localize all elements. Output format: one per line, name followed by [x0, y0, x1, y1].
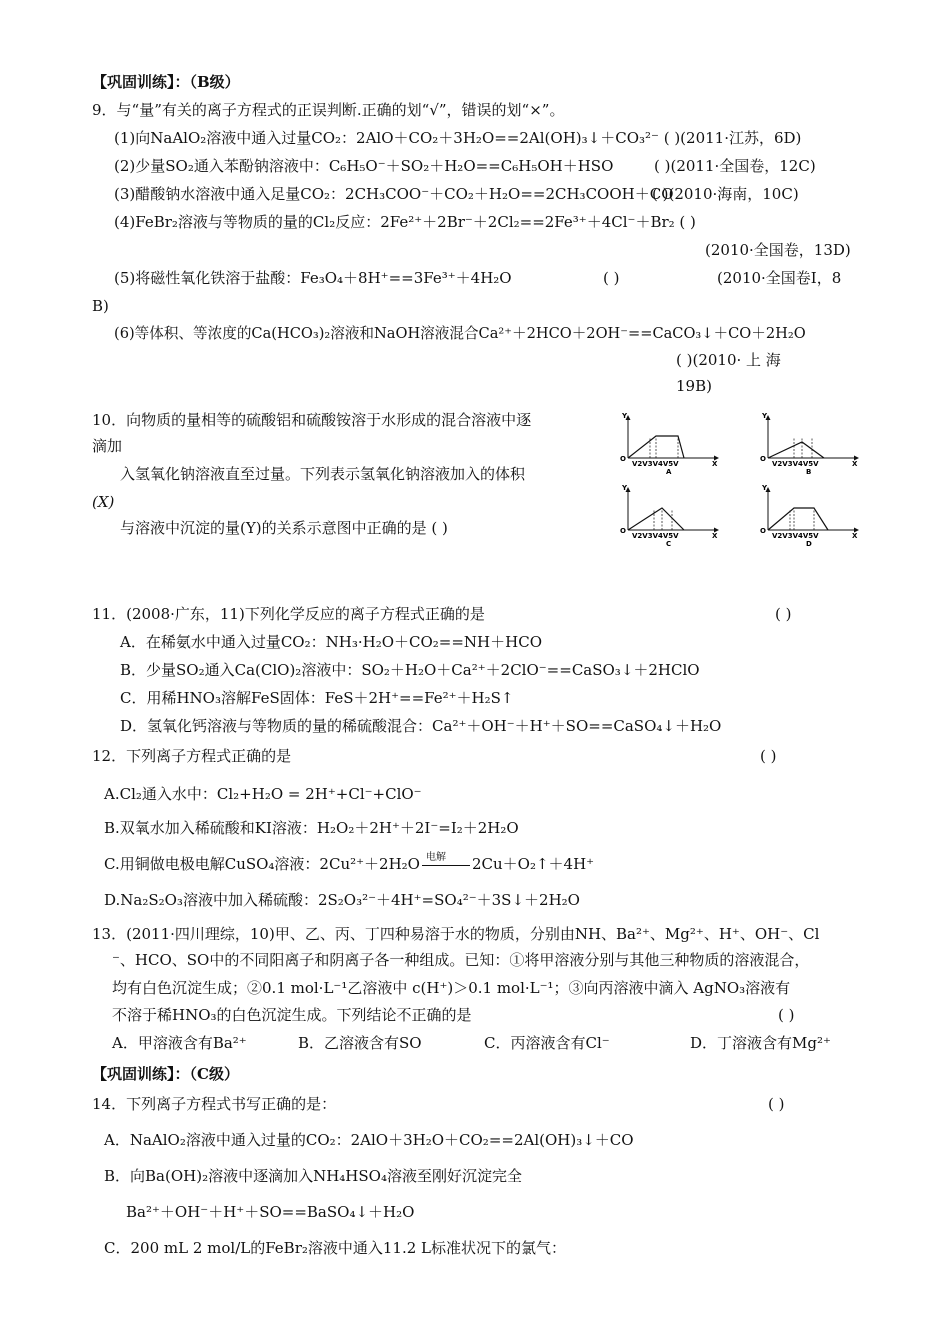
q13-answer-paren: ( ) [778, 1006, 795, 1024]
graph-a-x-label: X [712, 460, 718, 468]
q14-option-b-equation: Ba²⁺＋OH⁻＋H⁺＋SO==BaSO₄↓＋H₂O [126, 1203, 415, 1221]
q9-item-4-source: (2010·全国卷，13D) [705, 241, 851, 259]
q12-option-a: A.Cl₂通入水中：Cl₂+H₂O = 2H⁺+Cl⁻+ClO⁻ [104, 785, 422, 803]
q10-line-5: 与溶液中沉淀的量(Y)的关系示意图中正确的是 ( ) [120, 519, 448, 537]
q10-graph-options [616, 410, 916, 550]
graph-a-option-label: A [666, 468, 672, 476]
section-b-heading: 【巩固训练】：（B级） [92, 73, 240, 91]
q13-option-d: D．丁溶液含有Mg²⁺ [690, 1034, 831, 1052]
q11-option-c: C．用稀HNO₃溶解FeS固体：FeS＋2H⁺==Fe²⁺＋H₂S↑ [120, 689, 514, 707]
q9-item-6-source-cont: 19B) [676, 377, 712, 395]
q10-line-4: (X) [92, 493, 115, 511]
q11-option-b: B．少量SO₂通入Ca(ClO)₂溶液中：SO₂＋H₂O＋Ca²⁺＋2ClO⁻==CaSO₃↓＋2HClO [120, 661, 700, 679]
q13-option-b: B．乙溶液含有SO [298, 1034, 422, 1052]
q12-answer-paren: ( ) [760, 747, 777, 765]
graph-c-origin-label: O [620, 527, 626, 535]
graph-a-origin-label: O [620, 455, 626, 463]
q14-stem: 14．下列离子方程式书写正确的是： [92, 1095, 337, 1113]
q10-line-2: 滴加 [92, 437, 123, 455]
graph-d-origin-label: O [760, 527, 766, 535]
q9-item-4: (4)FeBr₂溶液与等物质的量的Cl₂反应：2Fe²⁺＋2Br⁻＋2Cl₂==2Fe³⁺＋4Cl⁻＋Br₂ ( ) [114, 213, 696, 231]
graph-a-ticks: V2V3V4V5V [632, 460, 679, 468]
q11-stem: 11．(2008·广东，11)下列化学反应的离子方程式正确的是 [92, 605, 485, 623]
q9-item-6: (6)等体积、等浓度的Ca(HCO₃)₂溶液和NaOH溶液混合Ca²⁺＋2HCO＋2OH⁻==CaCO₃↓＋CO＋2H₂O [114, 325, 806, 342]
graph-c-option-label: C [666, 540, 672, 548]
q12-option-d: D.Na₂S₂O₃溶液中加入稀硫酸：2S₂O₃²⁻＋4H⁺=SO₄²⁻＋3S↓＋2H₂O [104, 891, 580, 909]
q10-line-3: 入氢氧化钠溶液直至过量。下列表示氢氧化钠溶液加入的体积 [120, 465, 526, 483]
graph-d-curve [768, 508, 828, 530]
graph-d-y-label: Y [762, 484, 768, 492]
q11-option-a: A．在稀氨水中通入过量CO₂：NH₃·H₂O＋CO₂==NH＋HCO [120, 633, 542, 651]
q9-item-5-source: (2010·全国卷Ⅰ，8 [717, 269, 842, 287]
graph-b-origin-label: O [760, 455, 766, 463]
q12-option-c-left: C.用铜做电极电解CuSO₄溶液：2Cu²⁺＋2H₂O [104, 855, 420, 873]
graph-b-y-label: Y [762, 412, 768, 420]
graph-b-ticks: V2V3V4V5V [772, 460, 819, 468]
q11-option-d: D．氢氧化钙溶液与等物质的量的稀硫酸混合：Ca²⁺＋OH⁻＋H⁺＋SO==CaSO₄↓＋H₂O [120, 717, 722, 735]
q10-graphs-svg [616, 410, 916, 550]
graph-c-x-label: X [712, 532, 718, 540]
graph-b-x-label: X [852, 460, 858, 468]
q12-stem: 12．下列离子方程式正确的是 [92, 747, 292, 765]
graph-c-ticks: V2V3V4V5V [632, 532, 679, 540]
electrolysis-label: 电解 [425, 852, 446, 863]
electrolysis-arrow [420, 854, 472, 874]
q10-line-1: 10．向物质的量相等的硫酸铝和硫酸铵溶于水形成的混合溶液中逐 [92, 411, 532, 429]
q13-option-c: C．丙溶液含有Cl⁻ [484, 1034, 610, 1052]
q12-option-b: B.双氧水加入稀硫酸和KI溶液：H₂O₂＋2H⁺＋2I⁻=I₂＋2H₂O [104, 819, 519, 837]
q14-option-c: C．200 mL 2 mol/L的FeBr₂溶液中通入11.2 L标准状况下的氯气： [104, 1239, 567, 1257]
q9-item-5: (5)将磁性氧化铁溶于盐酸：Fe₃O₄＋8H⁺==3Fe³⁺＋4H₂O [114, 269, 512, 287]
graph-c-y-label: Y [622, 484, 628, 492]
q12-option-c-right: 2Cu＋O₂↑＋4H⁺ [471, 855, 595, 873]
graph-b-curve [768, 442, 824, 458]
q14-option-a: A．NaAlO₂溶液中通入过量的CO₂：2AlO＋3H₂O＋CO₂==2Al(OH)₃↓＋CO [104, 1131, 634, 1149]
q13-line-2: ⁻、HCO、SO中的不同阳离子和阴离子各一种组成。已知：①将甲溶液分别与其他三种物质的溶液混合， [112, 951, 810, 969]
q9-stem: 9．与“量”有关的离子方程式的正误判断.正确的划“√”，错误的划“×”。 [92, 101, 565, 119]
q13-option-a: A．甲溶液含有Ba²⁺ [112, 1034, 247, 1052]
q9-item-6-source: ( )(2010· 上 海 [676, 351, 781, 369]
q12-option-c [104, 854, 594, 874]
q13-line-4: 不溶于稀HNO₃的白色沉淀生成。下列结论不正确的是 [112, 1006, 472, 1024]
q9-item-5-source-cont: B) [92, 297, 109, 315]
q14-answer-paren: ( ) [768, 1095, 785, 1113]
q13-line-3: 均有白色沉淀生成；②0.1 mol·L⁻¹乙溶液中 c(H⁺)＞0.1 mol·L⁻¹；③向丙溶液中滴入 AgNO₃溶液有 [112, 979, 791, 997]
q9-item-2-answer: ( )(2011·全国卷，12C) [654, 157, 816, 175]
graph-d-option-label: D [806, 540, 812, 548]
graph-d-ticks: V2V3V4V5V [772, 532, 819, 540]
graph-a-y-label: Y [622, 412, 628, 420]
q11-answer-paren: ( ) [775, 605, 792, 623]
q9-item-3: (3)醋酸钠水溶液中通入足量CO₂：2CH₃COO⁻＋CO₂＋H₂O==2CH₃COOH＋CO [114, 185, 674, 203]
section-c-heading: 【巩固训练】：（C级） [92, 1065, 239, 1083]
q9-item-2: (2)少量SO₂通入苯酚钠溶液中：C₆H₅O⁻＋SO₂＋H₂O==C₆H₅OH＋HSO [114, 157, 614, 175]
q9-item-3-answer: ( )(2010·海南，10C) [652, 185, 799, 203]
q14-option-b: B．向Ba(OH)₂溶液中逐滴加入NH₄HSO₄溶液至刚好沉淀完全 [104, 1167, 522, 1185]
q9-item-5-paren: ( ) [603, 269, 620, 287]
graph-d-x-label: X [852, 532, 858, 540]
q13-line-1: 13．(2011·四川理综，10)甲、乙、丙、丁四种易溶于水的物质，分别由NH、Ba²⁺、Mg²⁺、H⁺、OH⁻、Cl [92, 925, 820, 943]
graph-c-curve [628, 508, 684, 530]
q9-item-1: (1)向NaAlO₂溶液中通入过量CO₂：2AlO＋CO₂＋3H₂O==2Al(OH)₃↓＋CO₃²⁻ ( )(2011·江苏，6D) [114, 129, 802, 147]
graph-b-option-label: B [806, 468, 812, 476]
